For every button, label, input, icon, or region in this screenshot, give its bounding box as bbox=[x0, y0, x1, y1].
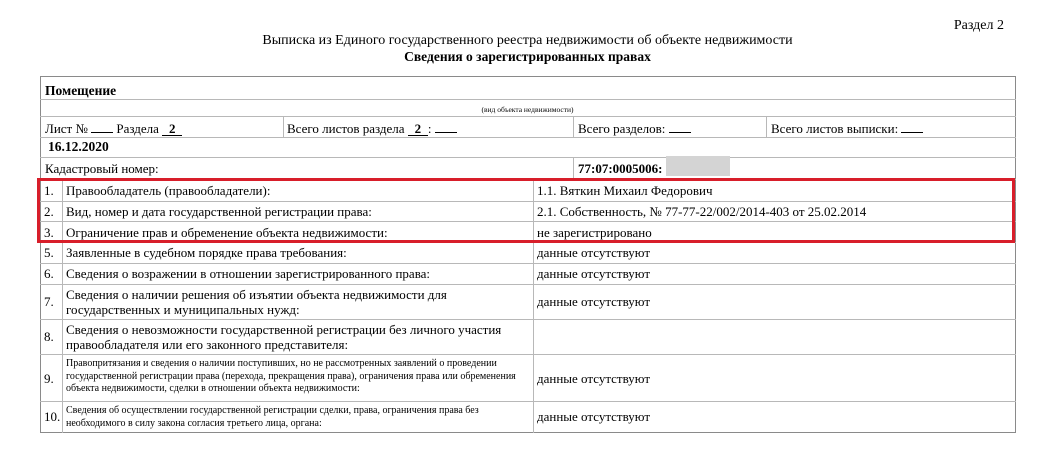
document-subtitle: Сведения о зарегистрированных правах bbox=[404, 49, 651, 64]
row-label: Сведения о невозможности государственной регистрации без личного участия правообладателя или его законного представителя: bbox=[66, 322, 502, 352]
cadastral-number: 77:07:0005006: bbox=[578, 161, 663, 176]
object-type-caption: (вид объекта недвижимости) bbox=[481, 105, 574, 114]
total-sheets-section: Всего листов раздела 2 : bbox=[287, 120, 457, 137]
row-label: Вид, номер и дата государственной регистрации права: bbox=[66, 204, 372, 219]
row-label: Правопритязания и сведения о наличии поступивших, но не рассмотренных заявлений о проведении государственной регистрации права (перехода, прекращения права), ограничения права или обременения объекта недвижимости, сделки в отношении объекта недвижимости: bbox=[66, 358, 516, 394]
divider bbox=[40, 116, 1016, 117]
row-value: данные отсутствуют bbox=[537, 409, 651, 424]
row-value: 2.1. Собственность, № 77-77-22/002/2014-403 от 25.02.2014 bbox=[537, 204, 867, 219]
cadastral-label: Кадастровый номер: bbox=[45, 161, 159, 176]
document-title: Выписка из Единого государственного реестра недвижимости об объекте недвижимости bbox=[262, 33, 793, 48]
row-value: данные отсутствуют bbox=[537, 266, 651, 281]
row-number: 6. bbox=[44, 266, 54, 281]
row-value: не зарегистрировано bbox=[537, 225, 652, 240]
divider bbox=[766, 116, 767, 137]
divider bbox=[40, 263, 1016, 264]
sheet-number: Лист № Раздела 2 bbox=[45, 120, 182, 137]
divider bbox=[40, 137, 1016, 138]
highlight-box bbox=[37, 178, 1015, 243]
divider bbox=[40, 99, 1016, 100]
row-value: данные отсутствуют bbox=[537, 245, 651, 260]
row-number: 10. bbox=[44, 409, 61, 424]
row-label: Сведения о наличии решения об изъятии объекта недвижимости для государственных и муниципальных нужд: bbox=[66, 287, 447, 317]
row-number: 5. bbox=[44, 245, 54, 260]
row-number: 7. bbox=[44, 294, 54, 309]
row-number: 3. bbox=[44, 225, 54, 240]
divider bbox=[573, 157, 574, 179]
row-label: Сведения о возражении в отношении зарегистрированного права: bbox=[66, 266, 431, 281]
row-label: Ограничение прав и обременение объекта недвижимости: bbox=[66, 225, 388, 240]
row-label: Заявленные в судебном порядке права требования: bbox=[66, 245, 347, 260]
row-value: данные отсутствуют bbox=[537, 294, 651, 309]
row-label: Правообладатель (правообладатели): bbox=[66, 183, 271, 198]
row-value: данные отсутствуют bbox=[537, 371, 651, 386]
row-number: 9. bbox=[44, 371, 54, 386]
divider bbox=[40, 157, 1016, 158]
extract-date: 16.12.2020 bbox=[48, 139, 109, 154]
divider bbox=[40, 319, 1016, 320]
divider bbox=[283, 116, 284, 137]
redacted-mask bbox=[666, 156, 730, 176]
row-label: Сведения об осуществлении государственной регистрации сделки, права, ограничения права без необходимого в силу закона согласия третьего лица, органа: bbox=[66, 405, 479, 429]
divider bbox=[40, 284, 1016, 285]
divider bbox=[40, 401, 1016, 402]
row-value: 1.1. Вяткин Михаил Федорович bbox=[537, 183, 713, 198]
total-sections: Всего разделов: bbox=[578, 120, 691, 137]
section-label: Раздел 2 bbox=[953, 18, 1004, 33]
divider bbox=[573, 116, 574, 137]
row-number: 1. bbox=[44, 183, 54, 198]
total-sheets-extract: Всего листов выписки: bbox=[771, 120, 923, 137]
divider bbox=[40, 354, 1016, 355]
object-type: Помещение bbox=[45, 83, 117, 98]
row-number: 2. bbox=[44, 204, 54, 219]
row-number: 8. bbox=[44, 329, 54, 344]
